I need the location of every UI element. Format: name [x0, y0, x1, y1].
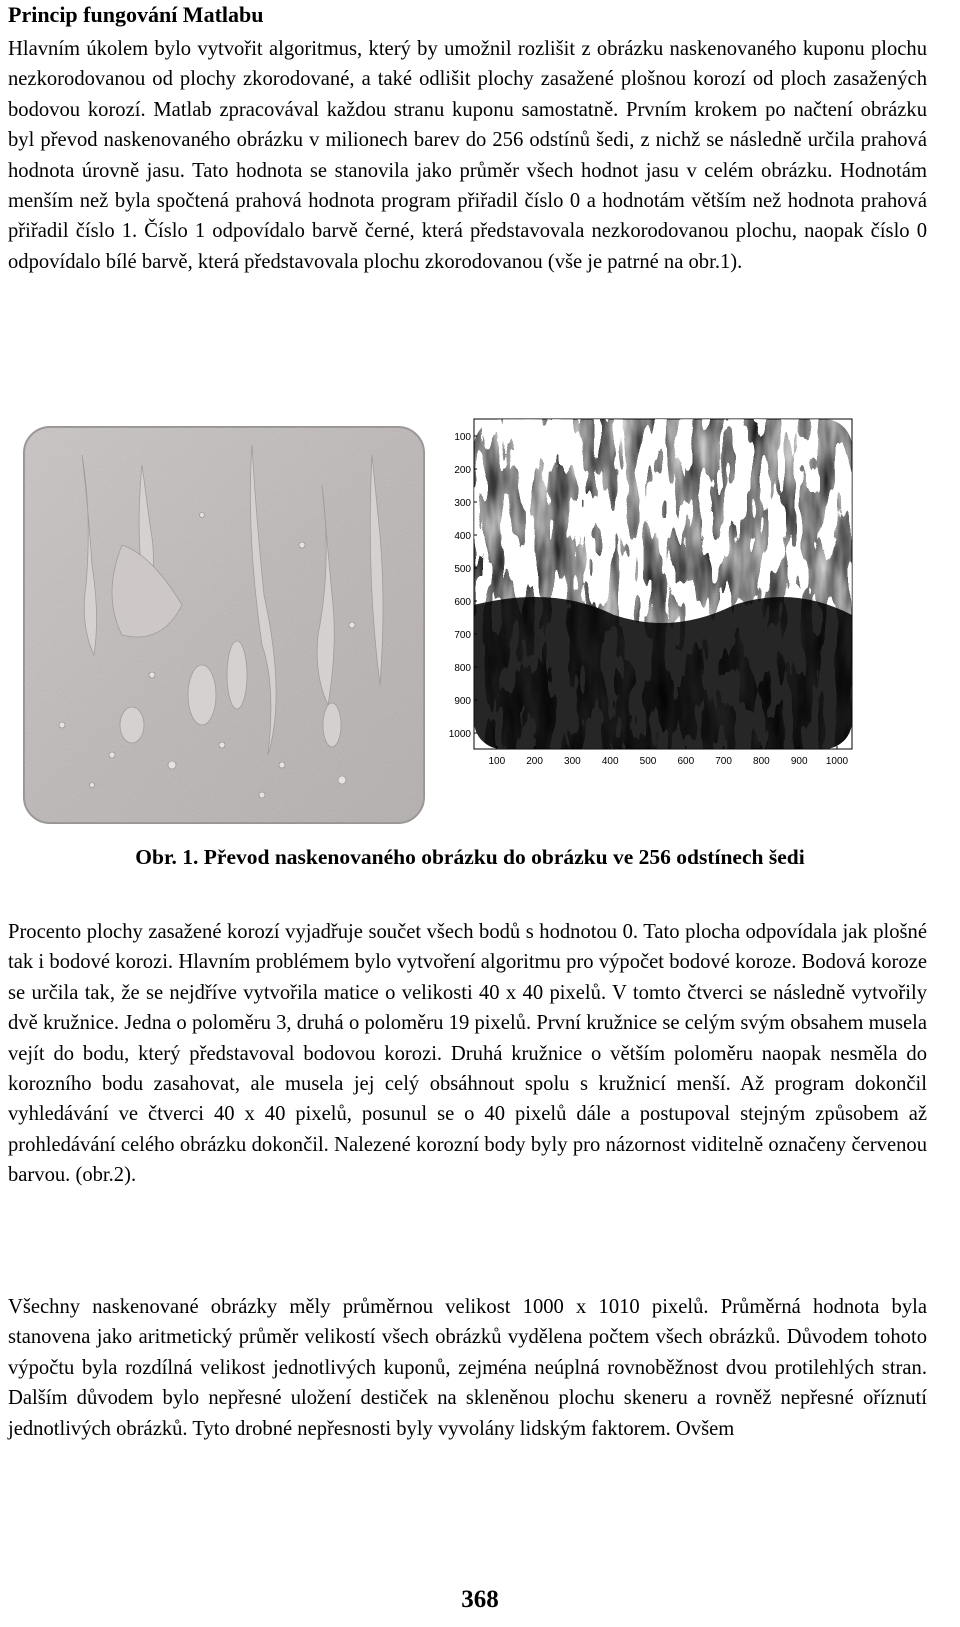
- paragraph-size: Všechny naskenované obrázky měly průměrnou velikost 1000 x 1010 pixelů. Průměrná hodnota byla stanovena jako aritmetický průměr velikostí všech obrázků vydělena počtem všech obrázků. Důvodem tohoto výpočtu byla rozdílná velikost jednotlivých kuponů, zejména neúplná rovnoběžnost dvou protilehlých stran. Dalším důvodem bylo nepřesné uložení destiček na skleněnou plochu skeneru a rovněž nepřesné oříznutí jednotlivých obrázků. Tyto drobné nepřesnosti byly vyvolány lidským faktorem. Ovšem: [8, 1296, 927, 1440]
- y-tick-label-400: 400: [454, 531, 471, 542]
- paragraph-method: Procento plochy zasažené korozí vyjadřuje součet všech bodů s hodnotou 0. Tato plocha odpovídala jak plošné tak i bodové korozi. Hlavním problémem bylo vytvoření algoritmu pro výpočet bodové koroze. Bodová koroze se určila tak, že se nejdříve vytvořila matice o velikosti 40 x 40 pixelů. V tomto čtverci se následně vytvořily dvě kružnice. Jedna o poloměru 3, druhá o poloměru 19 pixelů. První kružnice se celým svým obsahem musela vejít do bodu, který představoval bodovou korozi. Druhá kružnice o větším poloměru naopak nesměla do korozního bodu zasahovat, ale musela jej celý obsáhnout spolu s kružnicí menší. Až program dokončil vyhledávání ve čtverci 40 x 40 pixelů, posunul se o 40 pixelů dále a postupoval stejným způsobem až prohledávání celého obrázku dokončil. Nalezené korozní body byly pro názornost viditelně označeny červenou barvou. (obr.2).: [8, 921, 927, 1187]
- section-heading: Princip fungování Matlabu: [8, 2, 264, 27]
- binarized-image-plot: [448, 405, 900, 805]
- y-tick-label-800: 800: [454, 663, 471, 674]
- x-tick-label-400: 400: [601, 756, 619, 767]
- paragraph-intro: Hlavním úkolem bylo vytvořit algoritmus, který by umožnil rozlišit z obrázku naskenovaného kuponu plochu nezkorodovanou od plochy zkorodované, a také odlišit plochy zasažené plošnou korozí od ploch zasažených bodovou korozí. Matlab zpracovával každou stranu kuponu samostatně. Prvním krokem po načtení obrázku byl převod naskenovaného obrázku v milionech barev do 256 odstínů šedi, z nichž se následně určila prahová hodnota úrovně jasu. Tato hodnota se stanovila jako průměr všech hodnot jasu v celém obrázku. Hodnotám menším než byla spočtená prahová hodnota program přiřadil číslo 0 a hodnotám větším než hodnota prahová přiřadil číslo 1. Číslo 1 odpovídalo barvě černé, která představovala nezkorodovanou plochu, naopak číslo 0 odpovídalo bílé barvě, která představovala plochu zkorodovanou (vše je patrné na obr.1).: [8, 38, 927, 273]
- x-tick-label-300: 300: [564, 756, 581, 767]
- x-tick-label-900: 900: [790, 756, 808, 767]
- x-tick-label-800: 800: [753, 756, 770, 767]
- y-tick-label-1000: 1000: [448, 729, 471, 740]
- x-tick-label-200: 200: [526, 756, 543, 767]
- y-tick-label-700: 700: [454, 630, 471, 641]
- page-number: 368: [461, 1586, 499, 1613]
- figure-caption: Obr. 1. Převod naskenovaného obrázku do obrázku ve 256 odstínech šedi: [135, 845, 805, 869]
- scanned-coupon-image: [22, 425, 426, 825]
- y-tick-label-200: 200: [454, 465, 471, 476]
- y-tick-label-600: 600: [454, 597, 471, 608]
- x-tick-label-600: 600: [677, 756, 695, 767]
- y-tick-label-500: 500: [454, 564, 471, 575]
- x-tick-label-1000: 1000: [825, 756, 849, 767]
- y-tick-label-100: 100: [454, 432, 471, 443]
- x-tick-label-700: 700: [715, 756, 732, 767]
- y-tick-label-300: 300: [454, 498, 471, 509]
- y-tick-label-900: 900: [454, 696, 471, 707]
- x-tick-label-500: 500: [639, 756, 657, 767]
- x-tick-label-100: 100: [488, 756, 506, 767]
- y-axis-ticks: [449, 432, 477, 740]
